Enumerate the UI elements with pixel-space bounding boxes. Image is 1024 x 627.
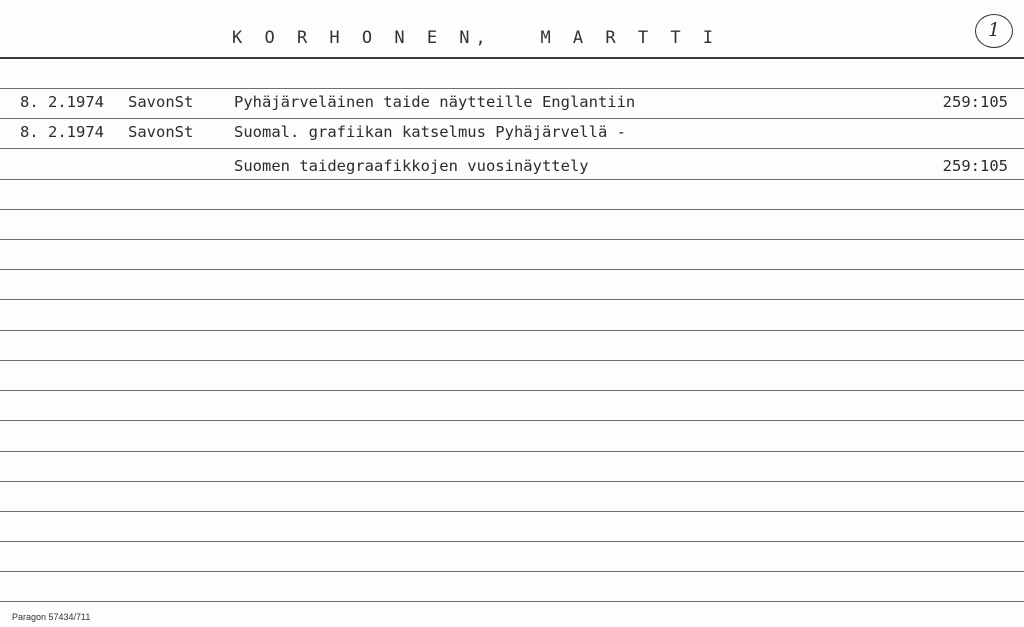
entry-date: 8. 2.1974 (20, 123, 104, 141)
ruled-line (0, 420, 1024, 421)
ruled-line (0, 541, 1024, 542)
ruled-line (0, 330, 1024, 331)
entry-row (0, 117, 1024, 147)
header-rule (0, 57, 1024, 59)
ruled-line (0, 269, 1024, 270)
ruled-line (0, 209, 1024, 210)
card-number-circle: 1 (975, 14, 1013, 48)
entry-date: 8. 2.1974 (20, 93, 104, 111)
entry-title: Suomal. grafiikan katselmus Pyhäjärvellä - (234, 123, 626, 141)
entry-row (0, 87, 1024, 117)
entry-title: Suomen taidegraafikkojen vuosinäyttely (234, 157, 589, 175)
ruled-line (0, 148, 1024, 149)
entry-title: Pyhäjärveläinen taide näytteille Englantiin (234, 93, 636, 111)
ruled-line (0, 571, 1024, 572)
ruled-line (0, 511, 1024, 512)
ruled-line (0, 360, 1024, 361)
ruled-line (0, 239, 1024, 240)
entry-row (0, 151, 1024, 181)
ruled-line (0, 451, 1024, 452)
card-heading-name: K O R H O N E N, M A R T T I (232, 28, 720, 48)
ruled-line (0, 390, 1024, 391)
entry-reference: 259:105 (942, 93, 1008, 111)
ruled-line (0, 601, 1024, 602)
ruled-line (0, 299, 1024, 300)
entry-source: SavonSt (128, 123, 194, 141)
card-footer-print: Paragon 57434/711 (12, 612, 91, 622)
ruled-line (0, 481, 1024, 482)
entry-source: SavonSt (128, 93, 194, 111)
entry-reference: 259:105 (942, 157, 1008, 175)
